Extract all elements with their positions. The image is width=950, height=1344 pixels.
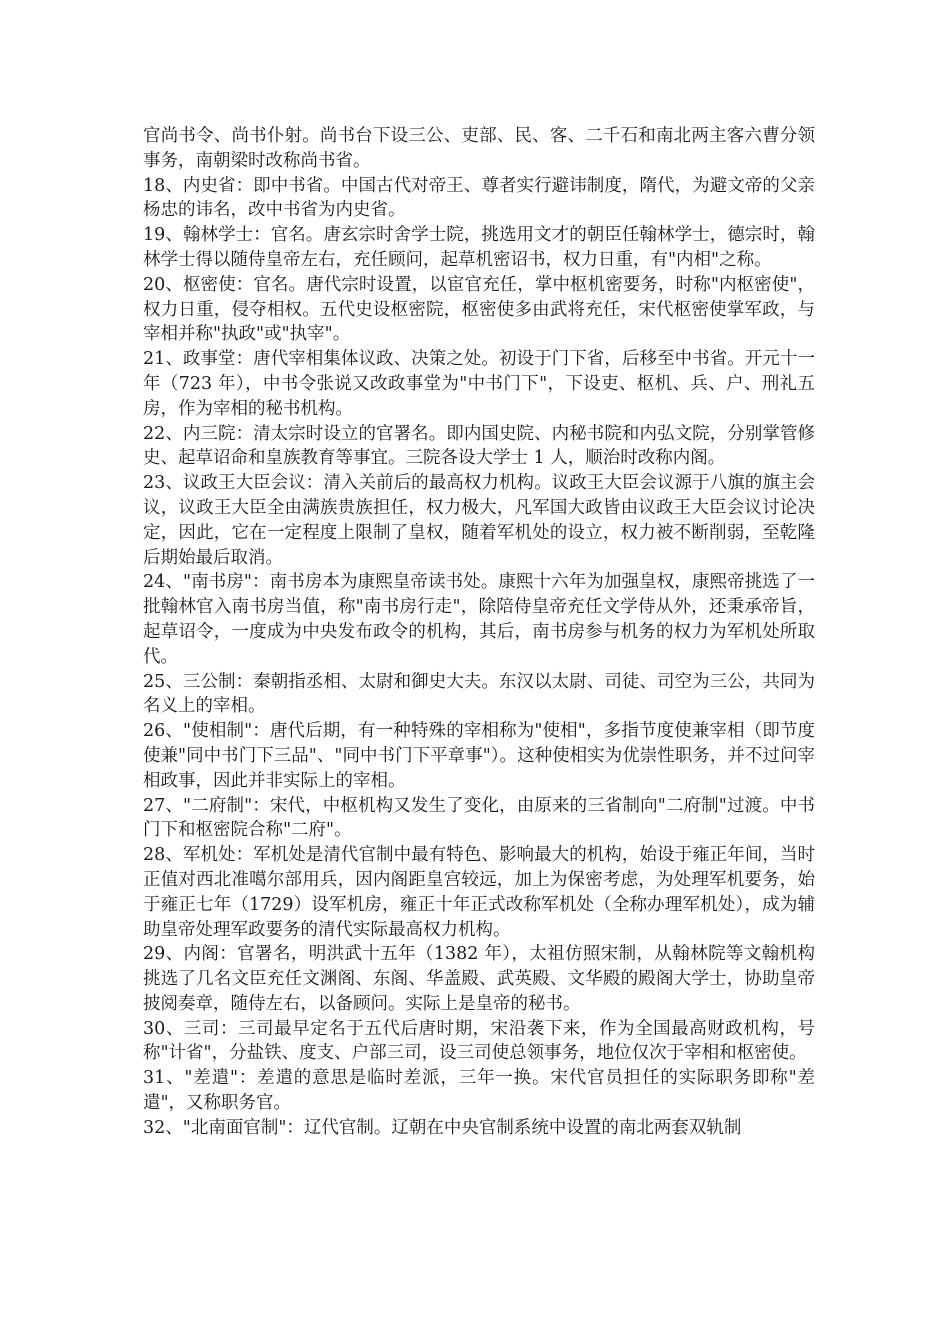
document-body	[143, 124, 815, 1141]
paragraph-item-27: 27、"二府制"：宋代，中枢机构又发生了变化，由原来的三省制向"二府制"过渡。中书门下和枢密院合称"二府"。	[143, 795, 815, 841]
paragraph-item-30: 30、三司：三司最早定名于五代后唐时期，宋沿袭下来，作为全国最高财政机构，号称"计省"，分盐铁、度支、户部三司，设三司使总领事务，地位仅次于宰相和枢密使。	[143, 1018, 815, 1064]
paragraph-item-20: 20、枢密使：官名。唐代宗时设置，以宦官充任，掌中枢机密要务，时称"内枢密使"，权力日重，侵夺相权。五代史设枢密院，枢密使多由武将充任，宋代枢密使掌军政，与宰相并称"执政"或"执宰"。	[143, 274, 815, 345]
paragraph-item-19: 19、翰林学士：官名。唐玄宗时舍学士院，挑选用文才的朝臣任翰林学士，德宗时，翰林学士得以随侍皇帝左右，充任顾问，起草机密诏书，权力日重，有"内相"之称。	[143, 225, 815, 270]
paragraph-continuation: 官尚书令、尚书仆射。尚书台下设三公、吏部、民、客、二千石和南北两主客六曹分领事务，南朝梁时改称尚书省。	[143, 126, 815, 171]
paragraph-item-24: 24、"南书房"：南书房本为康熙皇帝读书处。康熙十六年为加强皇权，康熙帝挑选了一批翰林官入南书房当值，称"南书房行走"，除陪侍皇帝充任文学侍从外，还秉承帝旨，起草诏令，一度成为中央发布政令的机构，其后，南书房参与机务的权力为军机处所取代。	[143, 572, 815, 667]
paragraph-item-18: 18、内史省：即中书省。中国古代对帝王、尊者实行避讳制度，隋代，为避文帝的父亲杨忠的讳名，改中书省为内史省。	[143, 175, 815, 221]
paragraph-item-22: 22、内三院：清太宗时设立的官署名。即内国史院、内秘书院和内弘文院，分别掌管修史、起草诏命和皇族教育等事宜。三院各设大学士 1 人，顺治时改称内阁。	[143, 423, 815, 469]
paragraph-item-26: 26、"使相制"：唐代后期，有一种特殊的宰相称为"使相"，多指节度使兼宰相（即节度使兼"同中书门下三品"、"同中书门下平章事"）。这种使相实为优崇性职务，并不过问宰相政事，因此并非实际上的宰相。	[143, 721, 815, 791]
paragraph-item-31: 31、"差遣"：差遣的意思是临时差派，三年一换。宋代官员担任的实际职务即称"差遣"，又称职务官。	[143, 1068, 815, 1114]
paragraph-item-23: 23、议政王大臣会议：清入关前后的最高权力机构。议政王大臣会议源于八旗的旗主会议，议政王大臣全由满族贵族担任，权力极大，凡军国大政皆由议政王大臣会议讨论决定，因此，它在一定程度上限制了皇权，随着军机处的设立，权力被不断削弱，至乾隆后期始最后取消。	[143, 473, 815, 568]
paragraph-item-25: 25、三公制：秦朝指丞相、太尉和御史大夫。东汉以太尉、司徒、司空为三公，共同为名义上的宰相。	[143, 671, 815, 717]
paragraph-item-32: 32、"北南面官制"：辽代官制。辽朝在中央官制系统中设置的南北两套双轨制	[143, 1117, 742, 1138]
paragraph-item-28: 28、军机处：军机处是清代官制中最有特色、影响最大的机构，始设于雍正年间，当时正值对西北准噶尔部用兵，因内阁距皇宫较远，加上为保密考虑，为处理军机要务，始于雍正七年（1729）设军机房，雍正十年正式改称军机处（全称办理军机处），成为辅助皇帝处理军政要务的清代实际最高权力机构。	[143, 845, 815, 940]
paragraph-item-21: 21、政事堂：唐代宰相集体议政、决策之处。初设于门下省，后移至中书省。开元十一年（723 年），中书令张说又改政事堂为"中书门下"，下设吏、枢机、兵、户、刑礼五房，作为宰相的秘书机构。	[143, 349, 815, 419]
paragraph-item-29: 29、内阁：官署名，明洪武十五年（1382 年），太祖仿照宋制，从翰林院等文翰机构挑选了几名文臣充任文渊阁、东阁、华盖殿、武英殿、文华殿的殿阁大学士，协助皇帝披阅奏章，随侍左右，以备顾问。实际上是皇帝的秘书。	[143, 944, 815, 1014]
